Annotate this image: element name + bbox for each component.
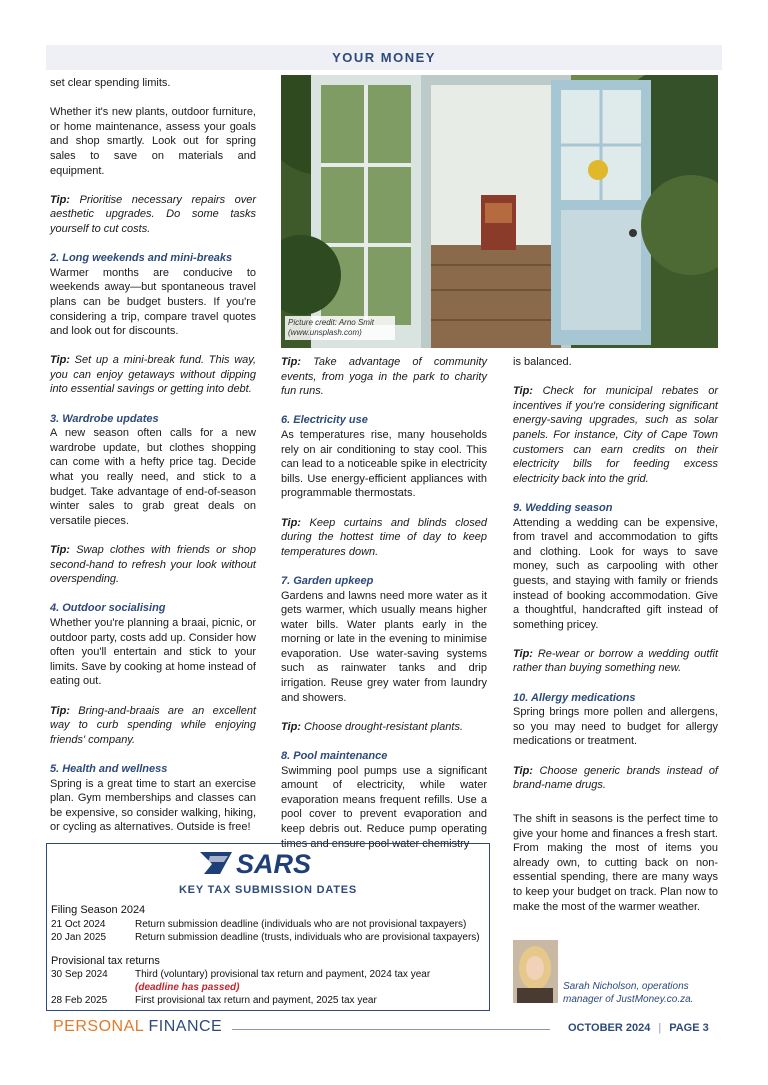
article-column-2 bbox=[281, 355, 487, 851]
tax-date-row: 21 Oct 2024 Return submission deadline (individuals who are not provisional taxpayers) bbox=[51, 919, 467, 930]
subheading: 3. Wardrobe updates bbox=[50, 412, 159, 425]
deadline-passed-note: (deadline has passed) bbox=[135, 982, 240, 993]
tip: Tip: Choose drought-resistant plants. bbox=[281, 720, 464, 733]
sars-logo bbox=[198, 848, 330, 878]
tax-date-row: 28 Feb 2025 First provisional tax return and payment, 2025 tax year bbox=[51, 995, 377, 1006]
paragraph: Attending a wedding can be expensive, from travel and accommodation to gifts and clothing. Look for ways to save money, such as carpooling with other guests, and staying with family or friends instead of booking accommodation. Give a thoughtful, handcrafted gift instead of something pricey. bbox=[513, 516, 718, 631]
sars-logo-icon bbox=[198, 848, 330, 878]
tip: Tip: Check for municipal rebates or incentives if you're considering significant energy-saving upgrades, such as solar panels. For instance, City of Cape Town customers can earn credits on their electricity bills for feeding excess electricity back into the grid. bbox=[513, 385, 718, 485]
tax-date-row: 30 Sep 2024 Third (voluntary) provisional tax return and payment, 2024 tax year bbox=[51, 969, 431, 980]
tip: Tip: Bring-and-braais are an excellent way to curb spending while enjoying friends' company. bbox=[50, 704, 256, 746]
section-header bbox=[46, 45, 722, 70]
article-column-3 bbox=[513, 355, 718, 793]
photo-credit: Picture credit: Arno Smit (www.unsplash.com) bbox=[285, 316, 395, 340]
publication-brand: PERSONAL FINANCE bbox=[53, 1018, 223, 1035]
author-caption: Sarah Nicholson, operations manager of JustMoney.co.za. bbox=[563, 981, 694, 1005]
subheading: 9. Wedding season bbox=[513, 501, 613, 514]
paragraph: Warmer months are conducive to weekends away—but spontaneous travel plans can be budget busters. If you're considering a trip, compare travel quotes and look out for discounts. bbox=[50, 266, 256, 338]
subheading: 4. Outdoor socialising bbox=[50, 602, 166, 615]
tip: Tip: Take advantage of community events, from yoga in the park to charity fun runs. bbox=[281, 356, 487, 398]
section-label: Filing Season 2024 bbox=[51, 904, 146, 916]
footer-divider bbox=[232, 1029, 550, 1030]
tip: Tip: Choose generic brands instead of brand-name drugs. bbox=[513, 764, 718, 792]
paragraph: Spring brings more pollen and allergens, so you may need to budget for allergy medications or treatment. bbox=[513, 706, 718, 748]
subheading: 8. Pool maintenance bbox=[281, 750, 388, 763]
greenhouse-photo bbox=[281, 75, 718, 348]
subheading: 6. Electricity use bbox=[281, 414, 368, 427]
section-title: YOUR MONEY bbox=[332, 50, 436, 65]
tax-date-row: 20 Jan 2025 Return submission deadline (trusts, individuals who are provisional taxpayers) bbox=[51, 932, 480, 943]
paragraph: A new season often calls for a new wardrobe update, but clothes shopping can come with a hefty price tag. Decide what you really need, and stick to a budget. Take advantage of end-of-season winter sales to grab great deals on versatile pieces. bbox=[50, 427, 256, 527]
tip: Tip: Prioritise necessary repairs over aesthetic upgrades. Do some tasks yourself to cut costs. bbox=[50, 193, 256, 235]
paragraph: is balanced. bbox=[513, 356, 572, 368]
issue-and-page: OCTOBER 2024 | PAGE 3 bbox=[568, 1022, 709, 1034]
author-portrait bbox=[513, 940, 558, 1003]
tip: Tip: Swap clothes with friends or shop second-hand to refresh your look without overspending. bbox=[50, 544, 256, 586]
closing-paragraph: The shift in seasons is the perfect time to give your home and finances a fresh start. From making the most of items you already own, to cutting back on non-essential spending, there are many ways to keep your budget on track. Plan now to make the most of the warmer weather. bbox=[513, 813, 718, 913]
paragraph: set clear spending limits. bbox=[50, 77, 171, 89]
tip: Tip: Set up a mini-break fund. This way, you can enjoy getaways without dipping into essential savings or getting into debt. bbox=[50, 354, 256, 396]
greenhouse-illustration bbox=[281, 75, 718, 348]
section-label: Provisional tax returns bbox=[51, 955, 160, 967]
tip: Tip: Re-wear or borrow a wedding outfit rather than buying something new. bbox=[513, 647, 718, 675]
paragraph: Swimming pool pumps use a significant amount of electricity, while water evaporation means frequent refills. Use a pool cover to prevent evaporation and keep debris out. Reduce pump operating times and ensure pool water chemistry bbox=[281, 764, 487, 850]
paragraph: Whether it's new plants, outdoor furniture, or home maintenance, assess your goals and shop smartly. Look out for spring sales to save on materials and equipment. bbox=[50, 106, 256, 177]
tax-dates-title: KEY TAX SUBMISSION DATES bbox=[178, 884, 358, 896]
subheading: 2. Long weekends and mini-breaks bbox=[50, 252, 233, 265]
sars-logo-text: SARS bbox=[236, 849, 312, 878]
paragraph: Whether you're planning a braai, picnic, or outdoor party, costs add up. Consider how often you'll entertain and stick to your limits. Save by cooking at home instead of eating out. bbox=[50, 616, 256, 688]
subheading: 7. Garden upkeep bbox=[281, 574, 374, 587]
paragraph: Gardens and lawns need more water as it gets warmer, which usually means higher water bills. Water plants early in the morning or late in the evening to minimise evaporation. Use water-saving systems such as rainwater tanks and drip irrigation. Reuse grey water from laundry and showers. bbox=[281, 589, 487, 704]
paragraph: Spring is a great time to start an exercise plan. Gym memberships and classes can be expensive, so consider walking, hiking, or cycling as alternatives. Outside is free! bbox=[50, 777, 256, 834]
author-avatar bbox=[513, 940, 558, 1003]
subheading: 5. Health and wellness bbox=[50, 762, 168, 775]
paragraph: As temperatures rise, many households rely on air conditioning to stay cool. This can lead to a noticeable spike in electricity bills. Use energy-efficient appliances with programmable thermostats. bbox=[281, 428, 487, 500]
article-column-1 bbox=[50, 76, 256, 835]
tip: Tip: Keep curtains and blinds closed during the hottest time of day to keep temperatures down. bbox=[281, 516, 487, 558]
subheading: 10. Allergy medications bbox=[513, 691, 636, 704]
